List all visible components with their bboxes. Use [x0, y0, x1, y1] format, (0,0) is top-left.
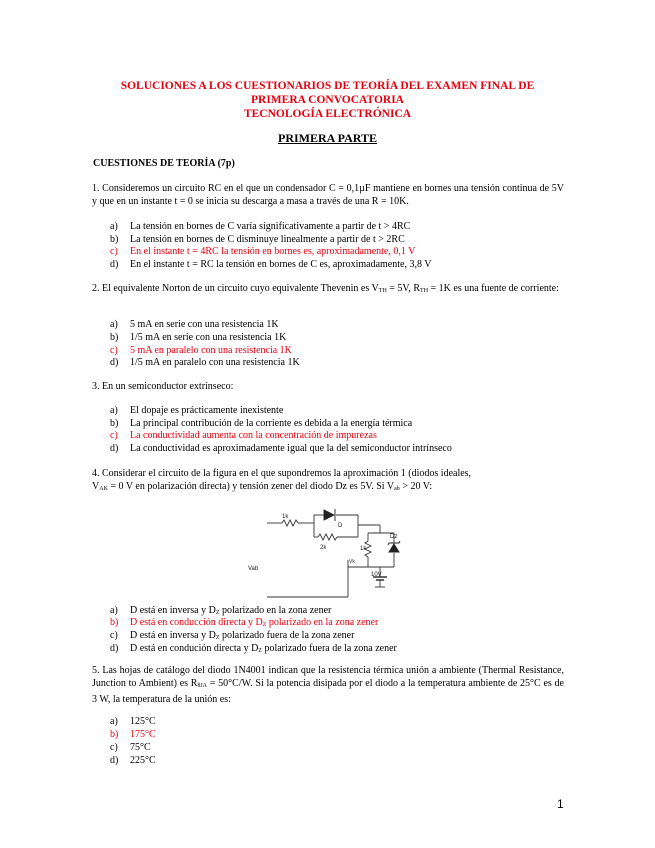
document-title-line-2: PRIMERA CONVOCATORIA [250, 94, 404, 106]
question-3-option-a: a) El dopaje es prácticamente inexistente [110, 405, 284, 416]
part-title: PRIMERA PARTE [277, 131, 378, 145]
question-1-option-b: b) La tensión en bornes de C disminuye linealmente a partir de t > 2RC [110, 234, 405, 245]
question-4-option-b-correct: b) D está en conducción directa y $D_Z$ polarizado en la zona zener [110, 617, 379, 628]
question-1-option-a: a) La tensión en bornes de C varía significativamente a partir de t > 4RC [110, 221, 411, 232]
question-2-option-c-correct: c) 5 mA en paralelo con una resistencia 1K [110, 345, 292, 356]
label-vab: Vab [248, 566, 259, 572]
label-r2: 2k [320, 545, 327, 551]
question-1-option-d: d) En el instante t = RC la tensión en bornes de C es, aproximadamente, 3,8 V [110, 259, 432, 270]
question-4-text-line-1: 4. Considerar el circuito de la figura en el que supondremos la aproximación 1 (diodos ideales, [92, 468, 472, 479]
document-title-line-3: TECNOLOGÍA ELECTRÓNICA [243, 108, 412, 120]
question-2-text: 2. El equivalente Norton de un circuito cuyo equivalente Thevenin es $V_{TH} = 5V$, $R_{TH} = 1K$ es una fuente de corriente: [92, 283, 559, 294]
label-r1: 1k [282, 514, 289, 520]
question-4-option-a: a) D está en inversa y $D_Z$ polarizado en la zona zener [110, 605, 332, 616]
question-5-option-a: a) 125°C [110, 716, 156, 727]
page-number: 1 [557, 797, 564, 811]
question-3-text: 3. En un semiconductor extrínseco: [92, 381, 234, 392]
label-vk: Vk [349, 559, 355, 565]
question-4-option-d: d) D está en condución directa y $D_Z$ polarizado fuera de la zona zener [110, 643, 397, 654]
zener-diode [388, 541, 400, 552]
diode-d [324, 509, 335, 521]
question-3-option-d: d) La conductividad es aproximadamente igual que la del semiconductor intrínseco [110, 443, 452, 454]
label-diode-d: D [338, 523, 343, 529]
question-5-option-d: d) 225°C [110, 755, 156, 766]
question-4-text-line-2: $V_{AK} = 0$ V en polarización directa) y tensión zener del diodo Dz es 5V. Si $V_{ab} > 20$ V: [92, 481, 433, 492]
question-4-option-c: c) D está en inversa y $D_Z$ polarizado fuera de la zona zener [110, 630, 355, 641]
resistor-1k [282, 520, 298, 526]
question-5-option-c: c) 75°C [110, 742, 151, 753]
resistor-2k [318, 534, 337, 540]
question-2-option-a: a) 5 mA en serie con una resistencia 1K [110, 319, 279, 330]
question-5-text: 5. Las hojas de catálogo del diodo 1N4001 indican que la resistencia térmica unión a ambiente (Thermal Resistance, Junction to Ambient) es $R_{\theta JA} = 50^\circ C/W$. Si la potencia disipada por el diodo a la temperatura ambiente de 25°C es de 3 W, la temperatura de la unión es: [92, 665, 564, 705]
question-3-option-b: b) La principal contribución de la corriente es debida a la energía térmica [110, 418, 413, 429]
question-3-option-c-correct: c) La conductividad aumenta con la concentración de impurezas [110, 430, 377, 441]
question-2-option-b: b) 1/5 mA en serie con una resistencia 1K [110, 332, 287, 343]
label-zener: Dz [390, 534, 398, 540]
circuit-diagram [240, 505, 410, 600]
question-1-option-c-correct: c) En el instante t = 4RC la tensión en bornes es, aproximadamente, 0,1 V [110, 246, 416, 257]
question-2-option-d: d) 1/5 mA en paralelo con una resistencia 1K [110, 357, 300, 368]
document-title-line-1: SOLUCIONES A LOS CUESTIONARIOS DE TEORÍA DEL EXAMEN FINAL DE [120, 80, 535, 92]
label-r3: 1k [360, 546, 367, 552]
section-title: CUESTIONES DE TEORÍA (7p) [93, 158, 235, 169]
question-1-text: 1. Consideremos un circuito RC en el que un condensador C = 0,1µF mantiene en bornes una tensión continua de 5V y que en un instante t = 0 se inicia su descarga a masa a través de una R = 10K. [92, 183, 564, 207]
label-10v: 10V [371, 572, 382, 578]
question-5-option-b-correct: b) 175°C [110, 729, 156, 740]
